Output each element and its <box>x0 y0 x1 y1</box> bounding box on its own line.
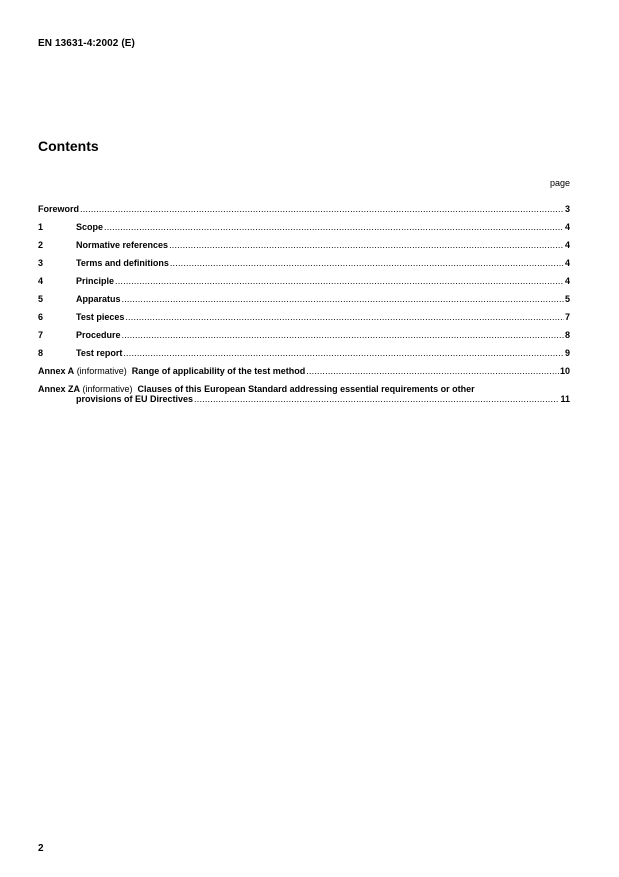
toc-entry-page: 4 <box>564 276 570 286</box>
toc-entry-annex-za[interactable] <box>38 376 570 394</box>
toc-entry-number: 1 <box>38 222 44 232</box>
toc-entry-annex-a[interactable] <box>38 358 570 376</box>
toc-entry-title: Apparatus <box>76 294 121 304</box>
toc-entry-title: Test pieces <box>76 312 125 322</box>
toc-entry-scope[interactable] <box>38 214 570 232</box>
toc-entry-title: Principle <box>76 276 115 286</box>
toc-entry-page: 4 <box>564 258 570 268</box>
toc-entry-title: Procedure <box>76 330 121 340</box>
toc-entry-page: 9 <box>564 348 570 358</box>
annex-label: Annex A <box>38 366 75 376</box>
toc-entry-page: 5 <box>564 294 570 304</box>
toc-entry-page: 4 <box>564 240 570 250</box>
toc-entry-foreword[interactable] <box>38 196 570 214</box>
dot-leader <box>169 240 564 250</box>
toc-entry-page: 4 <box>564 222 570 232</box>
toc-entry-normative-references[interactable] <box>38 232 570 250</box>
toc-entry-number: 7 <box>38 330 44 340</box>
toc-entry-number: 4 <box>38 276 44 286</box>
toc-entry-title: Normative references <box>76 240 169 250</box>
toc-entry-page: 11 <box>560 394 570 404</box>
dot-leader <box>194 394 559 404</box>
toc-entry-title: Scope <box>76 222 104 232</box>
toc-entry-title: Terms and definitions <box>76 258 169 268</box>
table-of-contents <box>38 178 570 404</box>
toc-entry-title: Test report <box>76 348 123 358</box>
dot-leader <box>123 348 564 358</box>
toc-entry-terms-and-definitions[interactable] <box>38 250 570 268</box>
annex-label: Annex ZA <box>38 384 81 394</box>
toc-entry-page: 3 <box>564 204 570 214</box>
annex-informative-tag: (informative) <box>82 384 133 394</box>
toc-entry-procedure[interactable] <box>38 322 570 340</box>
dot-leader <box>104 222 564 232</box>
toc-entry-test-pieces[interactable] <box>38 304 570 322</box>
contents-heading: Contents <box>38 138 99 154</box>
toc-entry-principle[interactable] <box>38 268 570 286</box>
toc-entry-title-line-2: provisions of EU Directives <box>76 394 194 404</box>
dot-leader <box>125 312 564 322</box>
toc-entry-title-line-1: Clauses of this European Standard addressing essential requirements or other <box>137 384 475 394</box>
page-number: 2 <box>38 843 44 854</box>
page-column-label: page <box>549 178 570 188</box>
toc-entry-number: 5 <box>38 294 44 304</box>
toc-entry-page: 7 <box>564 312 570 322</box>
toc-entry-number: 3 <box>38 258 44 268</box>
toc-entry-page: 10 <box>559 366 570 376</box>
toc-entry-title: Range of applicability of the test method <box>131 366 306 376</box>
toc-entry-number: 2 <box>38 240 44 250</box>
document-identifier: EN 13631-4:2002 (E) <box>38 38 135 49</box>
dot-leader <box>115 276 564 286</box>
annex-informative-tag: (informative) <box>76 366 127 376</box>
dot-leader <box>80 204 564 214</box>
toc-entry-number: 6 <box>38 312 44 322</box>
toc-entry-apparatus[interactable] <box>38 286 570 304</box>
dot-leader <box>306 366 559 376</box>
dot-leader <box>170 258 564 268</box>
toc-entry-page: 8 <box>564 330 570 340</box>
toc-entry-annex-za-continued[interactable] <box>38 394 570 404</box>
toc-entry-number: 8 <box>38 348 44 358</box>
toc-entry-test-report[interactable] <box>38 340 570 358</box>
dot-leader <box>122 330 564 340</box>
toc-entry-title: Foreword <box>38 204 80 214</box>
dot-leader <box>122 294 564 304</box>
